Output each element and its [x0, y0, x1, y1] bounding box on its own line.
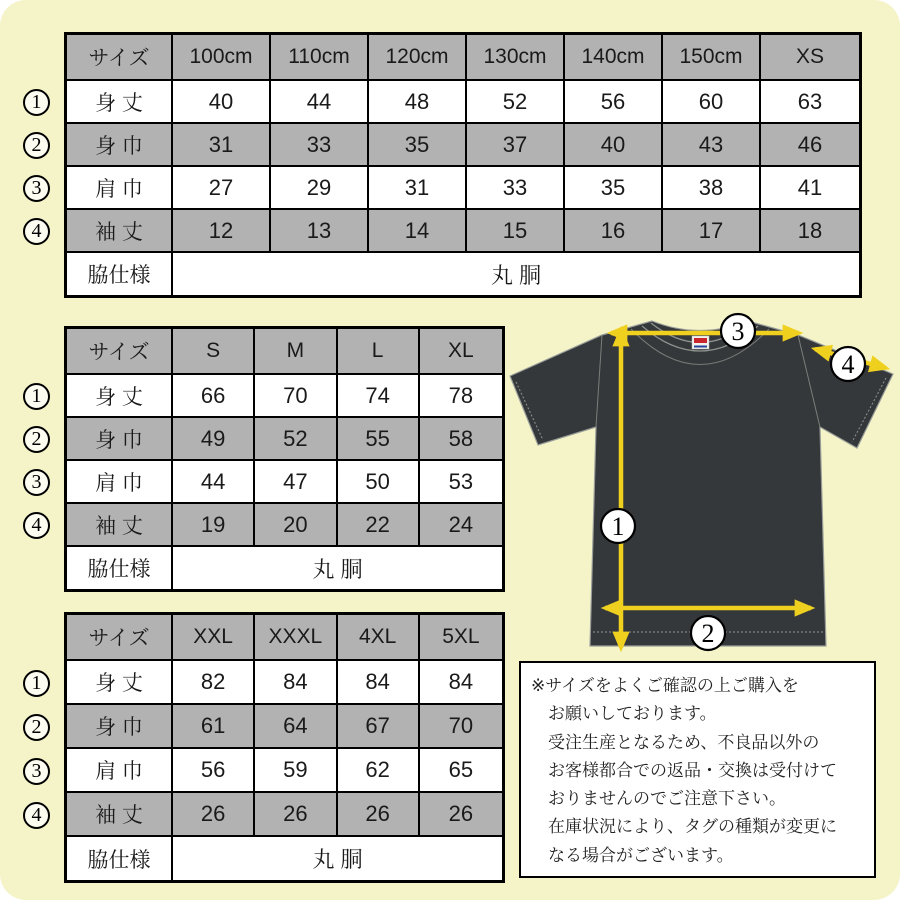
note-line: ※サイズをよくご確認の上ご購入を [531, 676, 799, 695]
table-cell: 15 [467, 210, 565, 253]
marker-circle-2 [691, 616, 725, 650]
tshirt-measure-diagram [505, 312, 900, 660]
row-marker-circle: 4 [23, 218, 50, 245]
big-size-table-section [20, 612, 505, 883]
table-cell: 58 [420, 418, 502, 461]
adult-size-table [64, 326, 505, 592]
table-cell: 40 [173, 81, 271, 124]
brand-tag-icon [692, 336, 709, 349]
column-header: 4XL [338, 615, 420, 661]
column-header: 110cm [271, 35, 369, 81]
big-size-table [64, 612, 505, 883]
column-header: 130cm [467, 35, 565, 81]
row-label: 袖 丈 [67, 210, 173, 253]
column-header: 120cm [369, 35, 467, 81]
table-cell: 44 [271, 81, 369, 124]
note-line: 在庫状況により、タグの種類が変更に [548, 817, 837, 837]
table-cell: 84 [255, 661, 337, 705]
row-label: 身 丈 [67, 375, 173, 418]
size-header: サイズ [67, 615, 173, 661]
big-row-markers [20, 612, 64, 883]
table-cell: 60 [663, 81, 761, 124]
column-header: XL [420, 329, 502, 375]
table-cell: 61 [173, 705, 255, 749]
row-label: 肩 巾 [67, 461, 173, 504]
table-cell: 52 [255, 418, 337, 461]
table-cell: 63 [761, 81, 859, 124]
table-cell: 48 [369, 81, 467, 124]
table-cell: 14 [369, 210, 467, 253]
table-cell: 22 [338, 504, 420, 547]
table-cell: 74 [338, 375, 420, 418]
row-marker-circle: 1 [23, 89, 50, 116]
table-cell: 70 [255, 375, 337, 418]
row-marker-circle: 3 [23, 175, 50, 202]
table-cell: 26 [420, 793, 502, 837]
footer-label: 脇仕様 [67, 547, 173, 589]
footer-value: 丸 胴 [173, 547, 502, 589]
table-cell: 53 [420, 461, 502, 504]
table-cell: 84 [420, 661, 502, 705]
table-cell: 19 [173, 504, 255, 547]
table-cell: 12 [173, 210, 271, 253]
column-header: S [173, 329, 255, 375]
table-cell: 44 [173, 461, 255, 504]
kids-size-table-section [20, 32, 862, 298]
row-label: 身 丈 [67, 81, 173, 124]
adult-row-markers [20, 326, 64, 592]
table-cell: 82 [173, 661, 255, 705]
note-line: なる場合がございます。 [548, 845, 734, 865]
footer-label: 脇仕様 [67, 837, 173, 880]
table-cell: 31 [173, 124, 271, 167]
table-cell: 29 [271, 167, 369, 210]
footer-label: 脇仕様 [67, 253, 173, 295]
row-marker-circle: 1 [23, 383, 50, 410]
column-header: M [255, 329, 337, 375]
svg-text:3: 3 [731, 317, 745, 346]
table-cell: 35 [565, 167, 663, 210]
row-label: 肩 巾 [67, 749, 173, 793]
svg-text:4: 4 [841, 350, 855, 379]
row-label: 身 巾 [67, 418, 173, 461]
adult-size-table-section [20, 326, 505, 592]
table-cell: 78 [420, 375, 502, 418]
kids-size-table [64, 32, 862, 298]
note-line: お客様都合での返品・交換は受付けて [548, 760, 837, 780]
footer-value: 丸 胴 [173, 837, 502, 880]
row-marker-circle: 2 [23, 426, 50, 453]
svg-text:2: 2 [701, 619, 715, 648]
table-cell: 70 [420, 705, 502, 749]
table-cell: 33 [467, 167, 565, 210]
table-cell: 43 [663, 124, 761, 167]
table-cell: 20 [255, 504, 337, 547]
table-cell: 47 [255, 461, 337, 504]
table-cell: 17 [663, 210, 761, 253]
table-cell: 62 [338, 749, 420, 793]
table-cell: 52 [467, 81, 565, 124]
size-header: サイズ [67, 329, 173, 375]
row-label: 身 巾 [67, 124, 173, 167]
table-cell: 65 [420, 749, 502, 793]
marker-circle-3 [721, 314, 755, 348]
table-cell: 26 [255, 793, 337, 837]
row-marker-circle: 4 [23, 512, 50, 539]
row-label: 身 丈 [67, 661, 173, 705]
row-marker-circle: 2 [23, 714, 50, 741]
table-cell: 84 [338, 661, 420, 705]
column-header: 150cm [663, 35, 761, 81]
table-cell: 41 [761, 167, 859, 210]
kids-row-markers [20, 32, 64, 298]
table-cell: 66 [173, 375, 255, 418]
note-line: お願いしております。 [548, 704, 717, 724]
column-header: XS [761, 35, 859, 81]
table-cell: 55 [338, 418, 420, 461]
table-cell: 59 [255, 749, 337, 793]
svg-text:1: 1 [611, 512, 625, 541]
table-cell: 33 [271, 124, 369, 167]
column-header: 140cm [565, 35, 663, 81]
table-cell: 56 [565, 81, 663, 124]
size-header: サイズ [67, 35, 173, 81]
table-cell: 50 [338, 461, 420, 504]
row-marker-circle: 2 [23, 132, 50, 159]
table-cell: 49 [173, 418, 255, 461]
table-cell: 31 [369, 167, 467, 210]
note-line: 受注生産となるため、不良品以外の [548, 732, 820, 752]
row-marker-circle: 3 [23, 758, 50, 785]
table-cell: 26 [173, 793, 255, 837]
table-cell: 24 [420, 504, 502, 547]
table-cell: 26 [338, 793, 420, 837]
table-cell: 13 [271, 210, 369, 253]
column-header: XXXL [255, 615, 337, 661]
table-cell: 37 [467, 124, 565, 167]
table-cell: 40 [565, 124, 663, 167]
marker-circle-4 [831, 347, 865, 381]
table-cell: 16 [565, 210, 663, 253]
table-cell: 67 [338, 705, 420, 749]
table-cell: 46 [761, 124, 859, 167]
row-label: 身 巾 [67, 705, 173, 749]
footer-value: 丸 胴 [173, 253, 859, 295]
column-header: 100cm [173, 35, 271, 81]
note-line: おりませんのでご注意下さい。 [548, 789, 786, 809]
column-header: XXL [173, 615, 255, 661]
table-cell: 56 [173, 749, 255, 793]
purchase-note-box [519, 661, 876, 878]
row-label: 袖 丈 [67, 793, 173, 837]
marker-circle-1 [601, 509, 635, 543]
column-header: 5XL [420, 615, 502, 661]
row-label: 袖 丈 [67, 504, 173, 547]
table-cell: 64 [255, 705, 337, 749]
row-marker-circle: 3 [23, 469, 50, 496]
table-cell: 18 [761, 210, 859, 253]
table-cell: 35 [369, 124, 467, 167]
row-marker-circle: 4 [23, 802, 50, 829]
column-header: L [338, 329, 420, 375]
row-label: 肩 巾 [67, 167, 173, 210]
row-marker-circle: 1 [23, 670, 50, 697]
table-cell: 38 [663, 167, 761, 210]
table-cell: 27 [173, 167, 271, 210]
